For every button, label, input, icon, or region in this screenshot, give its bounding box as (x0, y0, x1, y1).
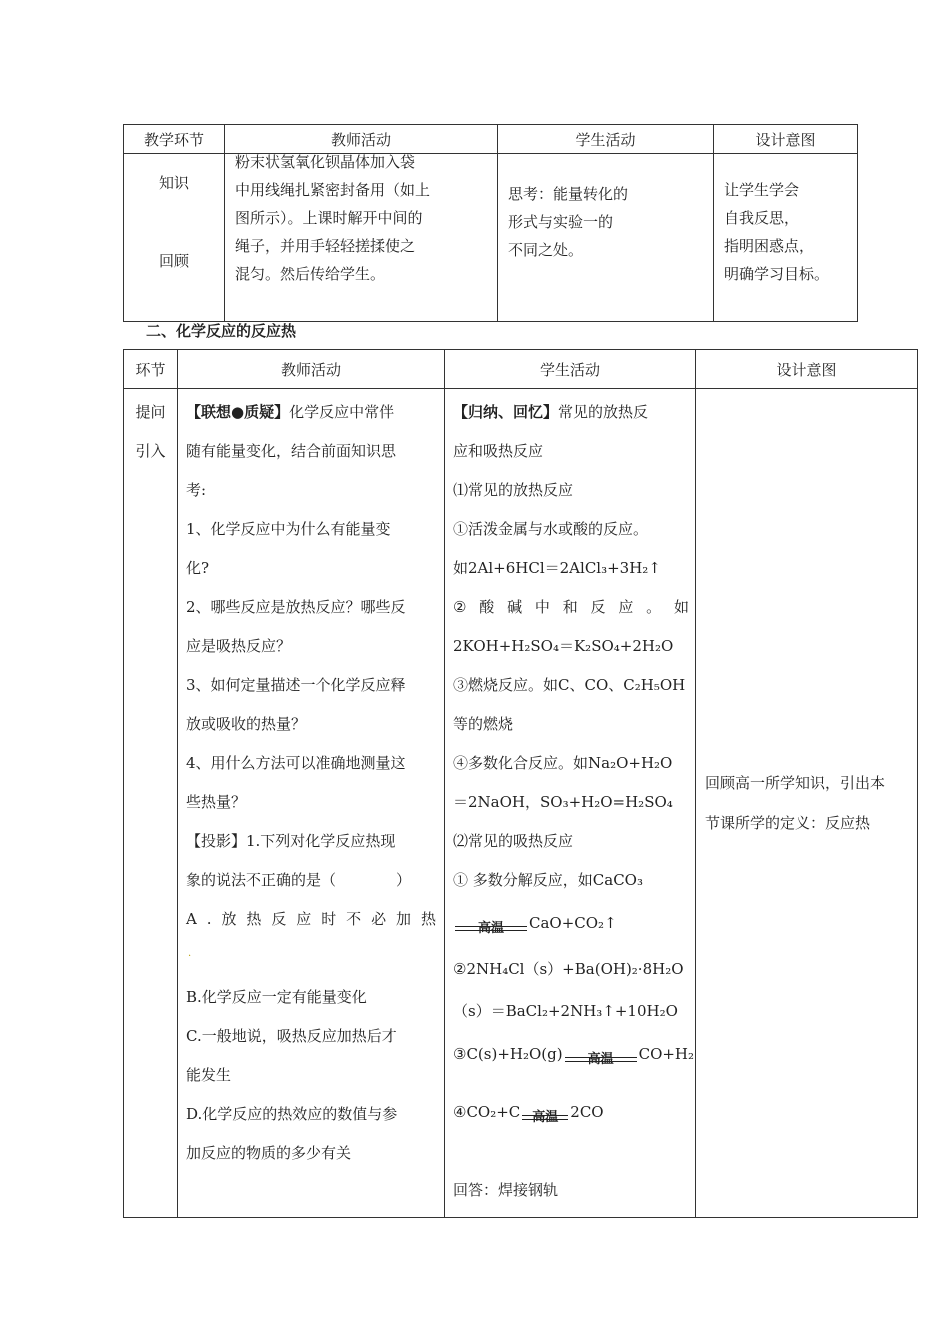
design-intent-cell (696, 389, 918, 1218)
option-a (186, 900, 436, 939)
glyph: 反 (271, 910, 287, 928)
text-line: 粉末状氢氧化钡晶体加入袋 (235, 153, 416, 171)
stage-cell (124, 389, 178, 1218)
text-line: ⑵常见的吸热反应 (453, 832, 574, 850)
text-line: ①活泼金属与水或酸的反应。 (453, 520, 649, 538)
equation-line: ＝2NaOH，SO₃+H₂O=H₂SO₄ (453, 793, 673, 811)
stage-label: 知识 (158, 174, 189, 192)
text-line: 自我反思， (724, 209, 800, 227)
option-b: B.化学反应一定有能量变化 (186, 988, 367, 1006)
glyph: 中 (534, 598, 550, 616)
text-line: 【联想●质疑】化学反应中常伴 (186, 403, 395, 421)
equation-line: 2KOH+H₂SO₄＝K₂SO₄+2H₂O (453, 637, 674, 655)
teacher-activity-cell (178, 389, 445, 1218)
glyph: 必 (371, 910, 387, 928)
col-header-stage: 环节 (124, 350, 178, 389)
glyph: 放 (221, 910, 237, 928)
text-line: ① 多数分解反应，如CaCO₃ (453, 871, 643, 889)
text-line: 随有能量变化，结合前面知识思 (186, 442, 397, 460)
equation-line: 如2Al+6HCl＝2AlCl₃+3H₂↑ (453, 559, 661, 577)
col-header-design: 设计意图 (696, 350, 918, 389)
glyph: 热 (246, 910, 262, 928)
design-intent-cell (714, 154, 858, 322)
col-header-teacher: 教师活动 (178, 350, 445, 389)
glyph: 时 (321, 910, 337, 928)
glyph: 碱 (507, 598, 523, 616)
text-line: 不同之处。 (508, 241, 584, 259)
text-line: 思考：能量转化的 (508, 185, 629, 203)
glyph: . (206, 910, 212, 928)
text-line: 放或吸收的热量？ (186, 715, 307, 733)
table-row (124, 389, 918, 1218)
teacher-activity-cell (225, 154, 498, 322)
equation-line: 高温 CaO+CO₂↑ (453, 900, 689, 946)
text-line: 节课所学的定义：反应热 (705, 814, 871, 832)
table-row (124, 154, 858, 322)
equation-line: ④CO₂+C 高温 2CO (453, 1103, 604, 1125)
text-line: 应和吸热反应 (453, 442, 544, 460)
text-line (453, 588, 689, 627)
teaching-table-2 (123, 349, 918, 1218)
option-d: D.化学反应的热效应的数值与参 (186, 1105, 398, 1123)
bracket-label: 【联想●质疑】 (186, 403, 290, 421)
text-line: 让学生学会 (724, 181, 800, 199)
text-line: 等的燃烧 (453, 715, 514, 733)
text-line: ⑴常见的放热反应 (453, 481, 574, 499)
glyph: 如 (673, 598, 689, 616)
high-temp-arrow: 高温 (455, 912, 527, 936)
text-line: 加反应的物质的多少有关 (186, 1144, 352, 1162)
text-line: 3、如何定量描述一个化学反应释 (186, 676, 406, 694)
text-line: 考: (186, 481, 207, 499)
text-line: 图所示）。上课时解开中间的 (235, 209, 423, 227)
text-line: 化? (186, 559, 210, 577)
text-line: 4、用什么方法可以准确地测量这 (186, 754, 406, 772)
text-line: 中用线绳扎紧密封备用（如上 (235, 181, 431, 199)
glyph: 。 (646, 598, 662, 616)
glyph: 热 (420, 910, 436, 928)
text-line: ④多数化合反应。如Na₂O+H₂O (453, 754, 673, 772)
text-line: 绳子，并用手轻轻搓揉使之 (235, 237, 416, 255)
equation-line: ②2NH₄Cl（s）+Ba(OH)₂·8H₂O (453, 960, 684, 978)
option-c: C.一般地说，吸热反应加热后才 (186, 1027, 397, 1045)
glyph: 酸 (479, 598, 495, 616)
text-line: ③燃烧反应。如C、CO、C₂H₅OH (453, 676, 686, 694)
col-header-stage: 教学环节 (124, 125, 225, 154)
stray-dot: . (188, 948, 192, 959)
bracket-label: 【归纳、回忆】 (453, 403, 559, 421)
glyph: 加 (396, 910, 412, 928)
col-header-student: 学生活动 (498, 125, 714, 154)
col-header-student: 学生活动 (445, 350, 696, 389)
glyph: ② (453, 598, 467, 616)
glyph: 反 (590, 598, 606, 616)
text-line: 【投影】1.下列对化学反应热现 (186, 832, 396, 850)
text-line: 2、哪些反应是放热反应？哪些反 (186, 598, 406, 616)
equation-line: （s）＝BaCl₂+2NH₃↑+10H₂O (453, 1002, 678, 1020)
glyph: 应 (296, 910, 312, 928)
high-temp-arrow: 高温 (522, 1101, 568, 1125)
text-line: 象的说法不正确的是（ ） (186, 871, 412, 889)
text-line: 混匀。然后传给学生。 (235, 265, 386, 283)
table-header-row (124, 350, 918, 389)
stage-label: 提问 (135, 403, 166, 421)
text-line: 1、化学反应中为什么有能量变 (186, 520, 391, 538)
glyph: A (186, 910, 197, 928)
text-line: 些热量？ (186, 793, 247, 811)
col-header-teacher: 教师活动 (225, 125, 498, 154)
glyph: 应 (618, 598, 634, 616)
text-line: 能发生 (186, 1066, 232, 1084)
stage-label: 引入 (135, 442, 166, 460)
glyph: 和 (562, 598, 578, 616)
text-line: 回顾高一所学知识，引出本 (705, 774, 886, 792)
text-line: 明确学习目标。 (724, 265, 830, 283)
answer-line: 回答：焊接钢轨 (453, 1181, 559, 1199)
section-heading: 二、化学反应的反应热 (146, 322, 297, 340)
stage-cell (124, 154, 225, 322)
text-line: 指明困惑点， (724, 237, 815, 255)
text-line: 形式与实验一的 (508, 213, 614, 231)
text-line: 应是吸热反应？ (186, 637, 292, 655)
student-activity-cell (445, 389, 696, 1218)
text-line: 【归纳、回忆】常见的放热反 (453, 403, 649, 421)
equation-line: ③C(s)+H₂O(g) 高温 CO+H₂ (453, 1045, 695, 1067)
student-activity-cell (498, 154, 714, 322)
stage-label: 回顾 (158, 252, 189, 270)
teaching-table-1 (123, 124, 858, 322)
high-temp-arrow: 高温 (565, 1043, 637, 1067)
glyph: 不 (346, 910, 362, 928)
col-header-design: 设计意图 (714, 125, 858, 154)
